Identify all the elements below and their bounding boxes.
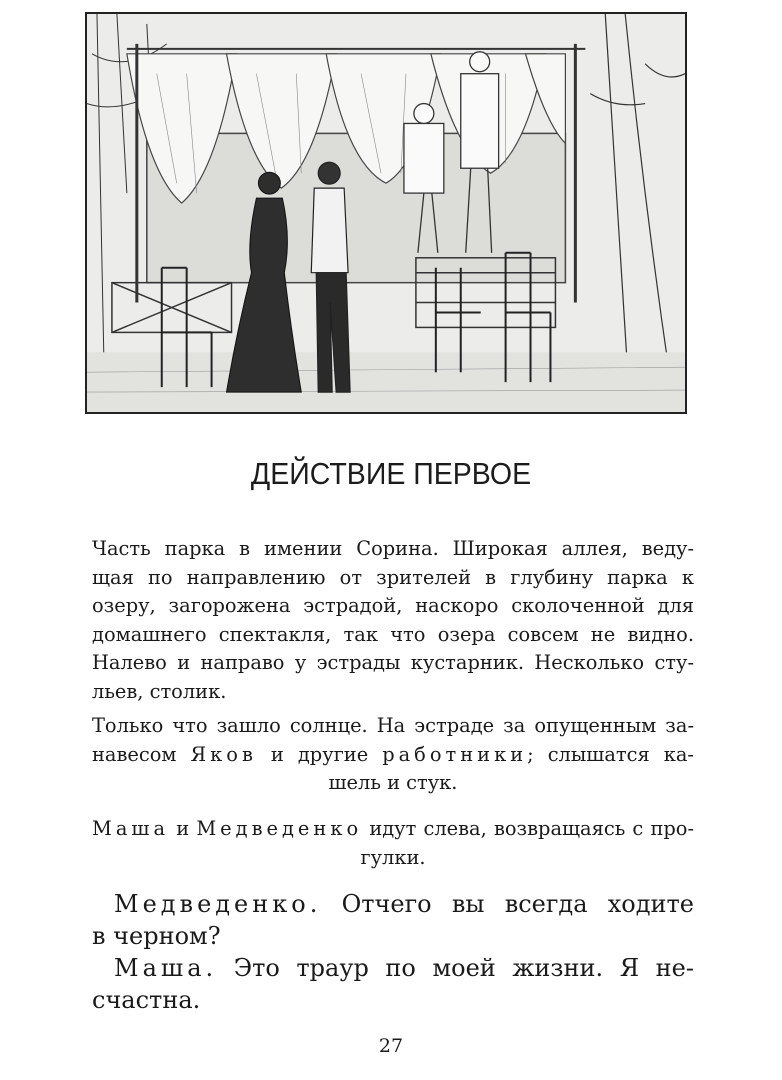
text-line: гулки. (360, 845, 426, 869)
text-line: льев, столик. (92, 679, 227, 703)
text-line: домашнего спектакля, так что озера совсем не видно. (92, 622, 694, 646)
text-line: счастна. (92, 986, 201, 1014)
park-stage-illustration (85, 12, 687, 414)
text-line: Только что зашло солнце. На эстраде за опущенным за- (92, 714, 694, 737)
text-line: шель и стук. (328, 771, 458, 794)
text-line: Часть парка в имении Сорина. Широкая аллея, веду- (92, 537, 694, 560)
spaced-word-workers: работники (382, 742, 528, 766)
speaker-name: Медведенко. (114, 890, 322, 918)
text-line: Налево и направо у эстрады кустарник. Несколько сту- (92, 651, 694, 674)
stage-direction-setting (92, 535, 694, 706)
dialogue-masha (92, 952, 694, 1016)
speaker-name: Маша. (114, 954, 218, 982)
text-line (92, 741, 694, 770)
stage-direction-entrance (92, 815, 694, 872)
text-line: в черном? (92, 922, 221, 950)
text-fragment: и (176, 817, 190, 840)
speech-text: Отчего вы всегда ходите (341, 890, 694, 918)
act-title: ДЕЙСТВИЕ ПЕРВОЕ (250, 456, 532, 491)
engraving-drawing (87, 14, 685, 412)
text-line (92, 815, 694, 844)
character-name-masha: Маша (92, 817, 170, 840)
character-name-yakov: Яков (190, 742, 257, 766)
dialogue-medvedenko (92, 888, 694, 952)
text-fragment: навесом (92, 742, 177, 766)
character-name-medvedenko: Медведенко (196, 817, 363, 840)
text-fragment: и другие (270, 742, 369, 766)
text-line: озеру, загорожена эстрадой, наскоро сколоченной для (92, 594, 694, 617)
page-number: 27 (378, 1035, 404, 1057)
text-line (92, 952, 694, 984)
text-fragment: ; слышатся ка- (527, 742, 694, 766)
speech-text: Это траур по моей жизни. Я не- (233, 954, 694, 982)
stage-direction-sunset (92, 712, 694, 798)
text-line: щая по направлению от зрителей в глубину парка к (92, 565, 694, 589)
text-line (92, 888, 694, 920)
text-fragment: идут слева, возвращаясь с про- (369, 817, 695, 840)
